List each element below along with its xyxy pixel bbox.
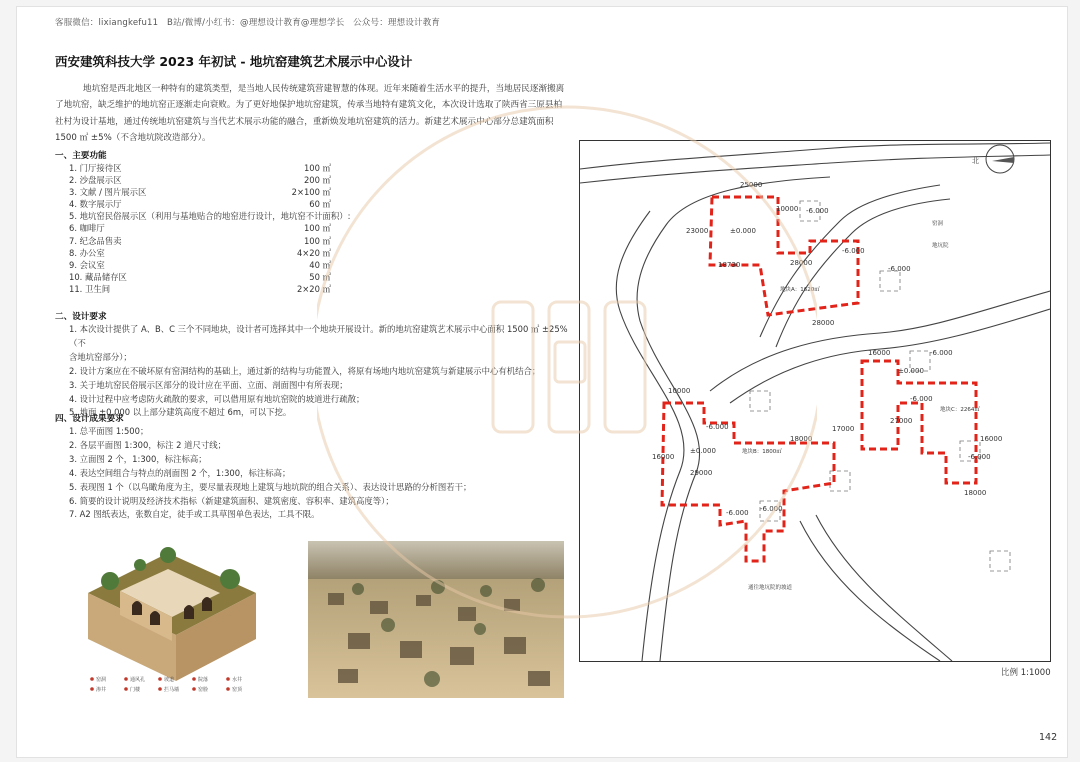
function-item: 9. 会议室 40 ㎡ [69, 259, 331, 270]
legend-label: 门楼 [130, 687, 141, 693]
north-label: 北 [972, 157, 979, 165]
function-item: 6. 咖啡厅 100 ㎡ [69, 223, 331, 234]
level-label: -6.000 [806, 207, 829, 215]
level-label: -6.000 [930, 349, 953, 357]
level-label: -6.000 [910, 395, 933, 403]
legend-label: 坡道 [164, 677, 175, 683]
page-number: 142 [1039, 732, 1058, 743]
section-functions-heading: 一、主要功能 [55, 151, 107, 161]
legend-label: 水井 [232, 677, 243, 683]
requirement-item: 2. 设计方案应在不破坏原有窑洞结构的基础上，通过新的结构与功能置入，将原有场地内地坑窑建筑与新建展示中心有机结合； [69, 365, 541, 376]
requirements-list [69, 323, 579, 420]
deliverable-item: 6. 简要的设计说明及经济技术指标（新建建筑面积、建筑密度、容积率、建筑高度等）； [69, 495, 394, 506]
plot-a-outline [710, 197, 858, 315]
function-item: 8. 办公室 4×20 ㎡ [69, 247, 331, 258]
deliverable-item: 5. 表现图 1 个（以鸟瞰角度为主，要尽量表现地上建筑与地坑院的组合关系）、表达设计思路的分析图若干； [69, 481, 472, 492]
deliverables-list [69, 425, 579, 522]
scale-label: 比例 1:1000 [1001, 668, 1051, 678]
north-arrow [972, 145, 1014, 173]
dimension-label: 23000 [686, 227, 709, 235]
level-label: -6.000 [726, 509, 749, 517]
cave-dwelling-illustration [80, 531, 262, 699]
plot-b-area: 地块B：1800㎡ [742, 449, 782, 455]
legend-label: 窑脸 [198, 687, 209, 693]
plot-a-area: 地块A：1620㎡ [780, 287, 820, 293]
legend-label: 渗井 [96, 687, 107, 693]
aerial-village-photo [308, 541, 564, 698]
level-label: ±0.000 [690, 447, 716, 455]
section-requirements-heading: 二、设计要求 [55, 312, 107, 322]
deliverable-item: 4. 表达空间组合与特点的剖面图 2 个，1:300，标注标高； [69, 467, 291, 478]
dimension-label: 25000 [740, 181, 763, 189]
dimension-label: 10000 [668, 387, 691, 395]
plot-c-area: 地块C：2264㎡ [940, 407, 980, 413]
function-list [69, 162, 351, 295]
dimension-label: 16000 [980, 435, 1003, 443]
legend-pit: 地坑院 [932, 243, 949, 249]
level-label: -6.000 [760, 505, 783, 513]
section-deliverables-heading: 四、设计成果要求 [55, 414, 124, 424]
document-page [16, 6, 1068, 758]
function-item: 5. 地坑窑民俗展示区（利用与基地贴合的地窑进行设计，地坑窑不计面积）: [69, 211, 351, 222]
dimension-label: 10000 [776, 205, 799, 213]
level-label: -6.000 [842, 247, 865, 255]
requirement-item: 含地坑窑部分）； [69, 351, 132, 362]
requirement-item: 5. 地面 ±0.000 以上部分建筑高度不超过 6m，可以下挖。 [69, 407, 292, 418]
requirement-item: 1. 本次设计提供了 A、B、C 三个不同地块，设计者可选择其中一个地块开展设计。新的地坑窑建筑艺术展示中心面积 1500 ㎡ ±25%（不 [69, 324, 568, 348]
function-item: 3. 文献 / 图片展示区 2×100 ㎡ [69, 187, 331, 198]
dimension-label: 18730 [718, 261, 741, 269]
dimension-label: 16000 [868, 349, 891, 357]
requirement-item: 3. 关于地坑窑民俗展示区部分的设计应在平面、立面、剖面图中有所表现； [69, 379, 348, 390]
function-item: 11. 卫生间 2×20 ㎡ [69, 283, 331, 294]
legend-cave: 窑洞 [932, 221, 944, 227]
level-label: -6.000 [888, 265, 911, 273]
deliverable-item: 2. 各层平面图 1:300，标注 2 道尺寸线； [69, 439, 226, 450]
intro-paragraph: 地坑窑是西北地区一种特有的建筑类型，是当地人民传统建筑营建智慧的体现。近年来随着生活水平的提升，当地居民逐渐搬离了地坑窑，缺乏维护的地坑窑正逐渐走向衰败。为了更好地保护地坑窑建筑，传承当地特有建筑文化，本次设计选取了陕西省三原县柏社村为设计基地，通过传统地坑窑建筑与当代艺术展示功能的融合，重新焕发地坑窑建筑的活力。新建艺术展示中心部分总建筑面积 1500 ㎡ ±5%（不含地坑院改造部分）。 [55, 84, 565, 144]
legend-label: 拦马墙 [164, 687, 180, 693]
dimension-label: 28000 [790, 259, 813, 267]
site-plan [579, 140, 1051, 662]
dimension-label: 27000 [890, 417, 913, 425]
function-item: 4. 数字展示厅 60 ㎡ [69, 199, 331, 210]
plot-c-outline [862, 361, 976, 483]
function-item: 1. 门厅接待区 100 ㎡ [69, 163, 331, 173]
deliverable-item: 3. 立面图 2 个，1:300，标注标高； [69, 453, 207, 464]
function-item: 7. 纪念品售卖 100 ㎡ [69, 235, 331, 246]
function-item: 10. 藏品储存区 50 ㎡ [69, 271, 331, 282]
plot-b-outline [662, 403, 834, 561]
dimension-label: 18000 [790, 435, 813, 443]
level-label: -6.000 [968, 453, 991, 461]
dimension-label: 18000 [964, 489, 987, 497]
legend-label: 院落 [198, 677, 209, 683]
dimension-label: 16000 [652, 453, 675, 461]
deliverable-item: 7. A2 图纸表达，张数自定，徒手或工具草图单色表达，工具不限。 [69, 509, 320, 520]
road-note: 通往地坑院的坡道 [748, 585, 793, 591]
legend-label: 窑顶 [232, 687, 243, 693]
header-contact: 客服微信：lixiangkefu11 B站/微博/小红书：@理想设计教育@理想学长 公众号：理想设计教育 [55, 18, 441, 28]
page-title: 西安建筑科技大学 2023 年初试 - 地坑窑建筑艺术展示中心设计 [55, 54, 413, 69]
deliverable-item: 1. 总平面图 1:500； [69, 426, 149, 436]
dimension-label: 17000 [832, 425, 855, 433]
level-label: -6.000 [706, 423, 729, 431]
requirement-item: 4. 设计过程中应考虑防火疏散的要求，可以借用原有地坑窑院的坡道进行疏散； [69, 393, 365, 404]
level-label: ±0.000 [898, 367, 924, 375]
dimension-label: 29000 [690, 469, 713, 477]
legend-label: 通风孔 [130, 677, 146, 683]
level-label: ±0.000 [730, 227, 756, 235]
function-item: 2. 沙盘展示区 200 ㎡ [69, 175, 331, 186]
dimension-label: 28000 [812, 319, 835, 327]
legend-label: 窑洞 [96, 677, 107, 683]
